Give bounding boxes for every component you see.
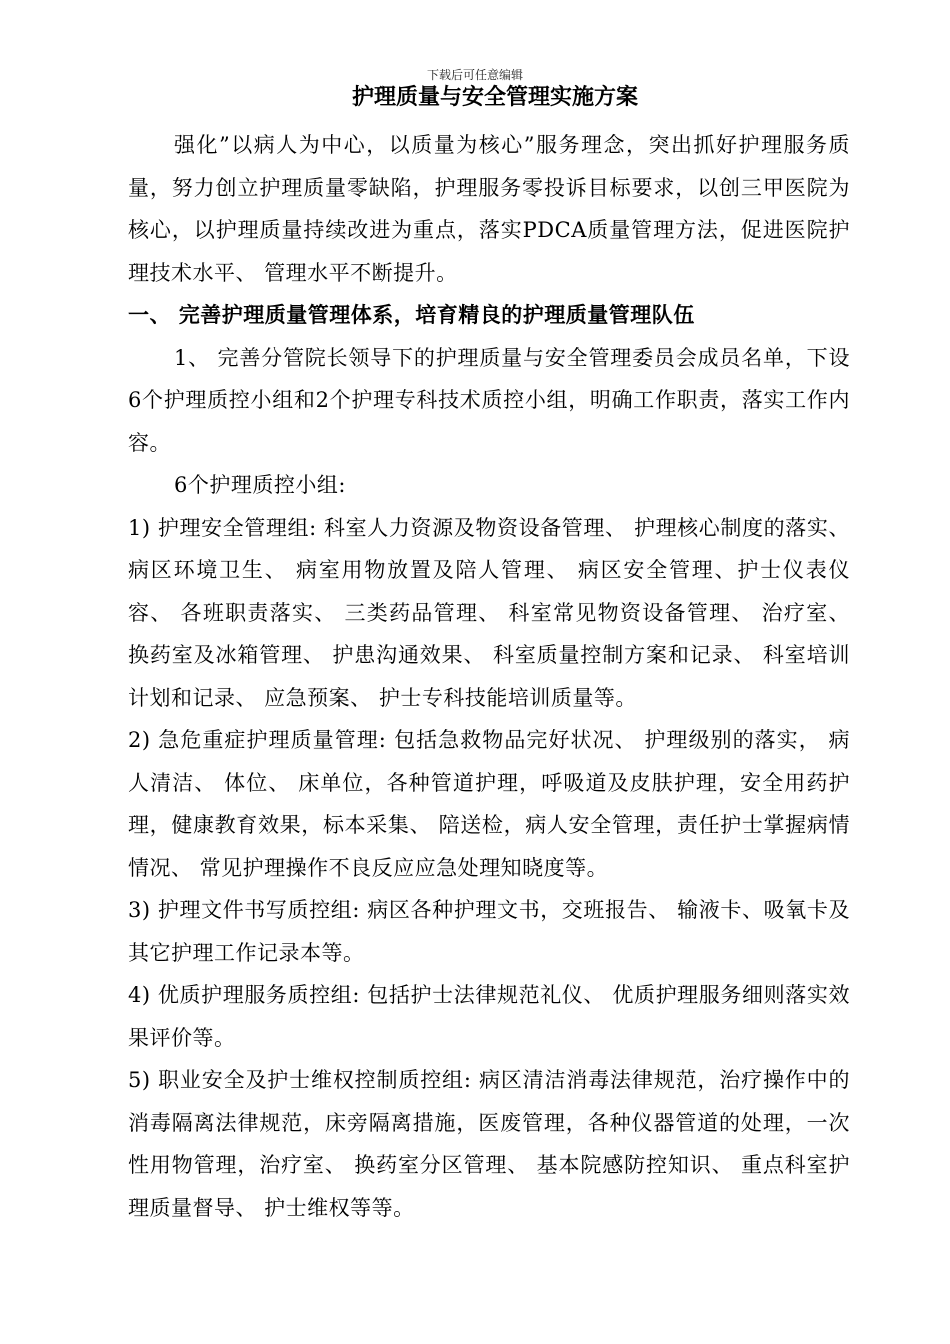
document-body [128, 124, 850, 1229]
section-1-heading: 一、 完善护理质量管理体系，培育精良的护理质量管理队伍 [128, 303, 695, 327]
group-item-4: 4) 优质护理服务质控组: 包括护士法律规范礼仪、 优质护理服务细则落实效果评价等。 [128, 983, 850, 1050]
point-1-paragraph: 1、 完善分管院长领导下的护理质量与安全管理委员会成员名单，下设6个护理质控小组和2个护理专科技术质控小组，明确工作职责，落实工作内容。 [128, 345, 850, 455]
header-note: 下载后可任意编辑 [426, 68, 523, 82]
group-item-2: 2) 急危重症护理质量管理: 包括急救物品完好状况、 护理级别的落实， 病人清洁、 体位、 床单位，各种管道护理，呼吸道及皮肤护理，安全用药护理，健康教育效果，标本采集、 陪送检，病人安全管理，责任护士掌握病情情况、 常见护理操作不良反应应急处理知晓度等。 [128, 728, 850, 880]
groups-label: 6个护理质控小组: [174, 473, 346, 497]
group-item-1: 1) 护理安全管理组: 科室人力资源及物资设备管理、 护理核心制度的落实、 病区环境卫生、 病室用物放置及陪人管理、 病区安全管理、护士仪表仪容、 各班职责落实、 三类药品管理、 科室常见物资设备管理、 治疗室、 换药室及冰箱管理、 护患沟通效果、 科室质量控制方案和记录、 科室培训计划和记录、 应急预案、 护士专科技能培训质量等。 [128, 515, 850, 710]
group-item-3: 3) 护理文件书写质控组: 病区各种护理文书，交班报告、 输液卡、吸氧卡及其它护理工作记录本等。 [128, 898, 850, 965]
document-title: 护理质量与安全管理实施方案 [351, 85, 638, 110]
intro-paragraph: 强化”以病人为中心，以质量为核心”服务理念，突出抓好护理服务质量，努力创立护理质量零缺陷，护理服务零投诉目标要求，以创三甲医院为核心，以护理质量持续改进为重点，落实PDCA质量管理方法，促进医院护理技术水平、 管理水平不断提升。 [128, 133, 850, 285]
group-item-5: 5) 职业安全及护士维权控制质控组: 病区清洁消毒法律规范，治疗操作中的消毒隔离法律规范，床旁隔离措施，医废管理，各种仪器管道的处理，一次性用物管理，治疗室、 换药室分区管理、 基本院感防控知识、 重点科室护理质量督导、 护士维权等等。 [128, 1068, 850, 1220]
